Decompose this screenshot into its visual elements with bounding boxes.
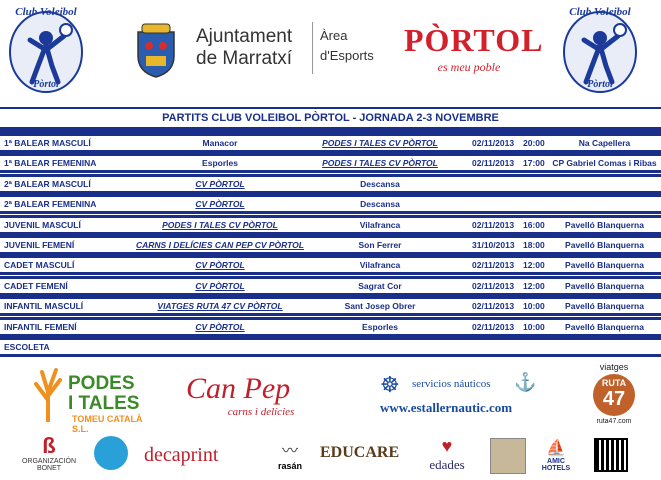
club-logo-bottom-text: Pòrtol [587,79,613,90]
date-cell: 02/11/2013 [472,158,515,169]
podes-sub: TOMEU CATALÀ S.L. [72,414,143,434]
table-row [0,174,661,194]
page-title [0,109,661,127]
away-team-cell: Esporles [362,321,398,332]
home-team-cell[interactable]: CV PÒRTOL [195,260,245,271]
sponsor-podes-i-tales [28,366,148,434]
sponsor-organizacion-bonet [14,434,84,474]
time-cell: 18:00 [523,240,545,250]
ship-wheel-icon: ☸ [380,372,400,397]
club-logo-top-text: Club Voleibol [15,6,77,18]
portol-slogan: es meu poble [437,60,501,74]
club-voleibol-logo-right [560,4,640,96]
date-cell: 31/10/2013 [472,240,515,250]
away-team-cell [295,340,465,354]
table-row [0,215,661,235]
boat-icon: ⚓ [514,372,537,392]
table-row [0,317,661,337]
home-team-cell[interactable]: VIATGES RUTA 47 CV PÒRTOL [157,301,283,312]
category-cell: INFANTIL FEMENÍ [4,321,77,332]
time-cell: 20:00 [523,138,545,148]
venue-cell: Pavelló Blanquerna [565,280,644,291]
portol-logo [404,22,544,78]
time-cell: 10:00 [523,321,545,332]
sponsor-estaller-nautic [380,372,550,420]
swimmer-icon: 〰 [281,443,298,460]
away-team-cell: Vilafranca [359,260,401,271]
sponsor-educare: EDUCARE [320,444,400,461]
sponsor-can-pep [186,372,336,420]
date-cell [472,177,522,191]
date-cell: 02/11/2013 [472,219,515,230]
category-cell: 1ª BALEAR FEMENINA [4,158,97,169]
canpep-name: Can Pep [186,372,291,405]
venue-cell [548,197,661,211]
date-cell: 02/11/2013 [472,138,515,148]
ruta-badge [593,374,635,416]
sponsor-club-badge [94,436,128,470]
area-line2: d'Esports [320,48,374,63]
ajuntament-marratxi-logo [132,22,392,78]
rasan-name: rasán [277,461,303,471]
table-row [0,194,661,214]
time-cell: 12:00 [523,260,545,271]
date-cell: 02/11/2013 [472,280,515,291]
date-cell: 02/11/2013 [472,321,515,332]
tree-icon [28,366,68,422]
ruta-top: viatges [599,362,629,372]
club-voleibol-logo-left [6,4,86,96]
header [0,0,661,104]
qr-code-icon[interactable] [594,438,628,472]
time-cell: 12:00 [523,280,545,291]
table-row [0,276,661,296]
venue-cell: Na Capellera [578,138,631,148]
table-row [0,255,661,275]
ruta-mid: RUTA [601,378,627,388]
category-cell: 2ª BALEAR MASCULÍ [4,178,91,189]
away-team-cell: Vilafranca [359,219,401,230]
heart-icon: ♥ [441,436,453,456]
category-cell: CADET MASCULÍ [4,260,75,271]
home-team-cell[interactable]: PODES I TALES CV PÒRTOL [162,219,278,230]
home-team-cell[interactable]: CV PÒRTOL [195,280,245,291]
away-team-cell: Descansa [360,199,400,210]
away-team-cell[interactable]: PODES I TALES CV PÒRTOL [322,158,438,169]
ruta-num: 47 [602,388,626,410]
page-title-text: PARTITS CLUB VOLEIBOL PÒRTOL - JORNADA 2-3 NOVEMBRE [162,112,499,124]
ruta-url: ruta47.com [596,418,632,425]
date-cell: 02/11/2013 [472,260,515,271]
away-team-cell: Son Ferrer [358,240,402,250]
date-cell: 02/11/2013 [472,301,515,312]
title-band [0,107,661,133]
coat-of-arms-icon [132,22,180,78]
time-cell: 17:00 [523,158,545,169]
home-team-cell[interactable]: CV PÒRTOL [195,178,245,189]
venue-cell: CP Gabriel Comas i Ribas [552,158,657,169]
venue-cell [548,340,661,354]
ajuntament-line1: Ajuntament [196,26,293,47]
canpep-sub: carns i delícies [227,406,295,418]
amic-icon: ⛵ [546,440,566,457]
portol-name: PÒRTOL [404,22,544,58]
home-team-cell[interactable]: CV PÒRTOL [195,199,245,210]
venue-cell: Pavelló Blanquerna [565,240,644,250]
bonet-name: ORGANIZACIÓN BONET [21,458,77,472]
category-cell: INFANTIL MASCULÍ [4,301,84,312]
category-cell: ESCOLETA [4,342,50,352]
time-cell: 10:00 [523,301,545,312]
edades-name: edades [429,457,465,472]
table-row [0,235,661,255]
home-team-cell: Esporles [202,158,238,169]
venue-cell: Pavelló Blanquerna [565,301,644,312]
sponsors-area [0,362,661,480]
sponsor-decaprint: decaprint [144,444,219,466]
club-logo-bottom-text: Pòrtol [33,79,59,90]
away-team-cell[interactable]: PODES I TALES CV PÒRTOL [322,138,438,148]
podes-line1: PODES [68,373,135,394]
nautic-name: servicios náuticos [412,378,491,390]
home-team-cell[interactable]: CARNS I DELÍCIES CAN PEP CV PÒRTOL [136,240,304,250]
venue-cell: Pavelló Blanquerna [565,321,644,332]
date-cell [472,197,522,211]
table-row [0,133,661,153]
category-cell: CADET FEMENÍ [4,280,68,291]
away-team-cell: Sant Josep Obrer [344,301,416,312]
sponsor-badge-box [490,438,526,474]
amic-name: AMIC HOTELS [541,458,571,472]
home-team-cell[interactable]: CV PÒRTOL [195,321,245,332]
time-cell: 16:00 [523,219,545,230]
category-cell: JUVENIL MASCULÍ [4,219,81,230]
category-cell: JUVENIL FEMENÍ [4,240,75,250]
ajuntament-line2: de Marratxí [196,48,293,69]
sponsor-viatges-ruta-47 [584,362,644,432]
category-cell: 1ª BALEAR MASCULÍ [4,138,91,148]
date-cell [472,340,522,354]
table-row [0,153,661,173]
table-row [0,296,661,316]
venue-cell [548,177,661,191]
table-row [0,337,661,357]
club-logo-top-text: Club Voleibol [569,6,631,18]
venue-cell: Pavelló Blanquerna [565,260,644,271]
sponsor-amic-hotels [536,438,576,474]
venue-cell: Pavelló Blanquerna [565,219,644,230]
podes-line2: I TALES [68,393,140,414]
area-line1: Àrea [320,28,348,43]
home-team-cell [120,340,320,354]
away-team-cell: Sagrat Cor [358,280,402,291]
sponsor-edades [416,436,478,474]
bonet-b-icon: ß [42,433,56,458]
sponsor-rasan [272,438,308,472]
away-team-cell: Descansa [360,178,400,189]
nautic-url: www.estallernautic.com [380,400,513,415]
home-team-cell: Manacor [202,138,238,148]
ajuntament-divider [312,22,313,74]
category-cell: 2ª BALEAR FEMENINA [4,199,97,210]
